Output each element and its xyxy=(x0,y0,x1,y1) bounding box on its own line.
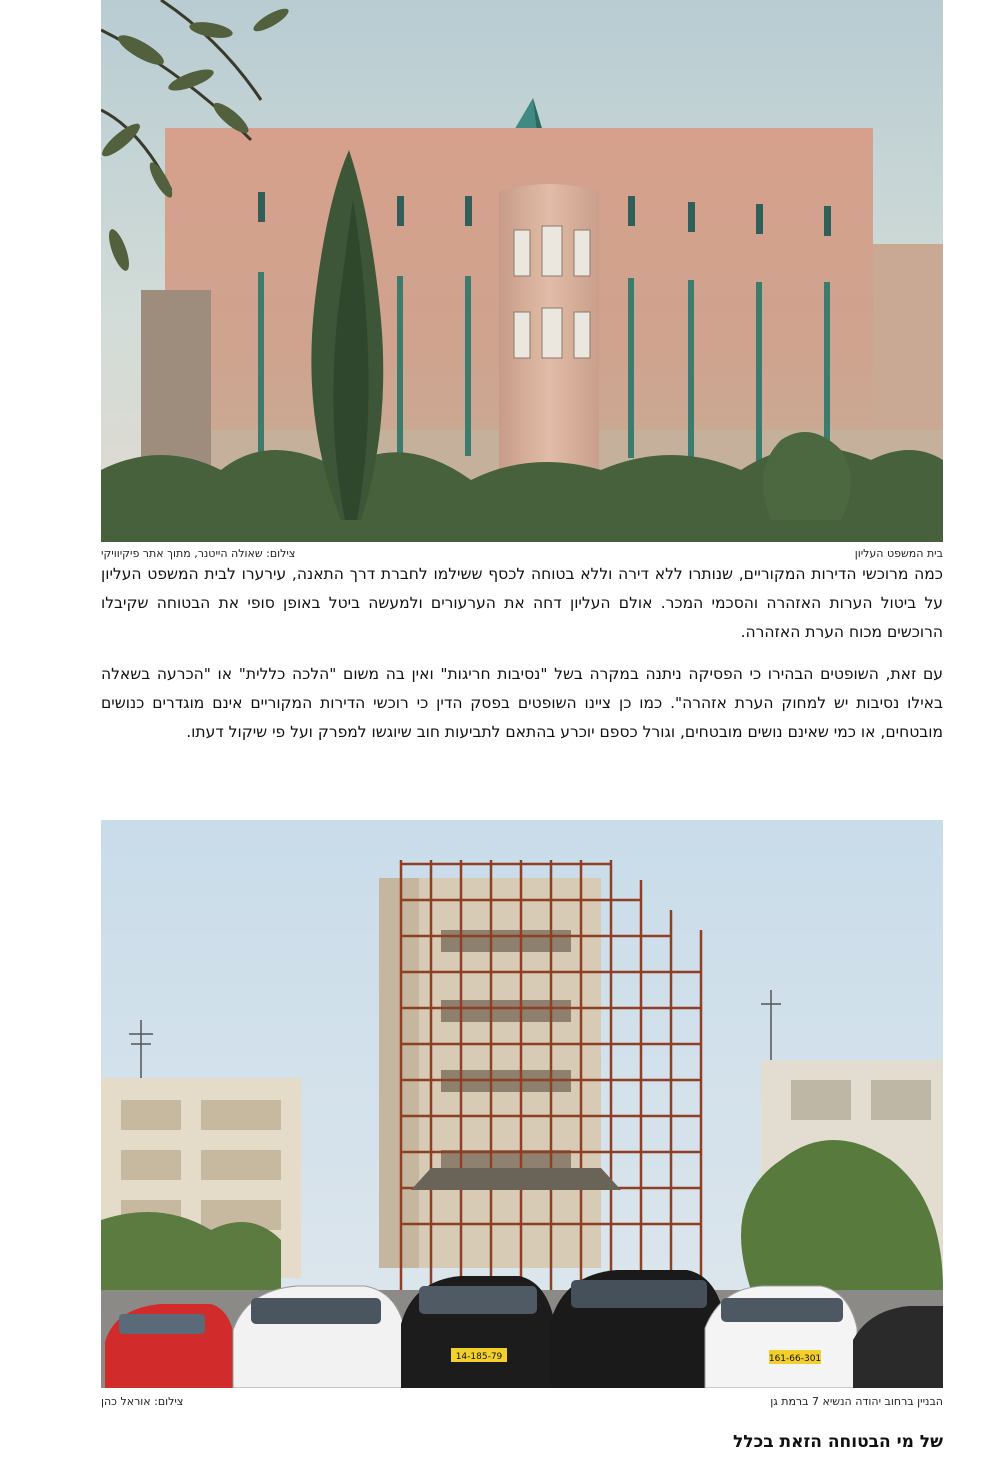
photo-caption-text: הבניין ברחוב יהודה הנשיא 7 ברמת גן xyxy=(770,1395,943,1408)
building-scaffolding-photo xyxy=(101,820,943,1388)
plate-text-1: 14-185-79 xyxy=(455,1352,503,1362)
section-subheading: של מי הבטוחה הזאת בכלל xyxy=(733,1432,943,1452)
photo-credit: צילום: אוראל כהן xyxy=(101,1395,184,1408)
article-paragraph-2: עם זאת, השופטים הבהירו כי הפסיקה ניתנה במקרה בשל "נסיבות חריגות" ואין בה משום "הלכה כללית" או "הכרעה בשאלה באילו נסיבות יש למחוק הערת אזהרה". כמו כן ציינו השופטים בפסק הדין כי רוכשי הדירות המקוריים אינם מוגדרים כנושים מובטחים, או כמי שאינם נושים מובטחים, וגורל כספם יוכרע בהתאם לתביעות חוב שיוגשו למפרק ועל פי שיקול דעתו. xyxy=(101,665,943,741)
photo-credit: צילום: שאולה הייטנר, מתוך אתר פיקיוויקי xyxy=(101,547,296,560)
supreme-court-photo xyxy=(101,0,943,542)
building-photo-caption xyxy=(101,1394,943,1410)
photo-caption-text: בית המשפט העליון xyxy=(854,547,943,560)
article-paragraph-1: כמה מרוכשי הדירות המקוריים, שנותרו ללא דירה וללא בטוחה לכסף ששילמו לחברת דרך התאנה, עירערו לבית המשפט העליון על ביטול הערות האזהרה והסכמי המכר. אולם העליון דחה את הערעורים ולמעשה ביטל באופן סופי את הבטוחה שקיבלו הרוכשים מכוח הערת האזהרה. xyxy=(101,565,943,641)
plate-text-2: 161-66-301 xyxy=(768,1354,822,1364)
